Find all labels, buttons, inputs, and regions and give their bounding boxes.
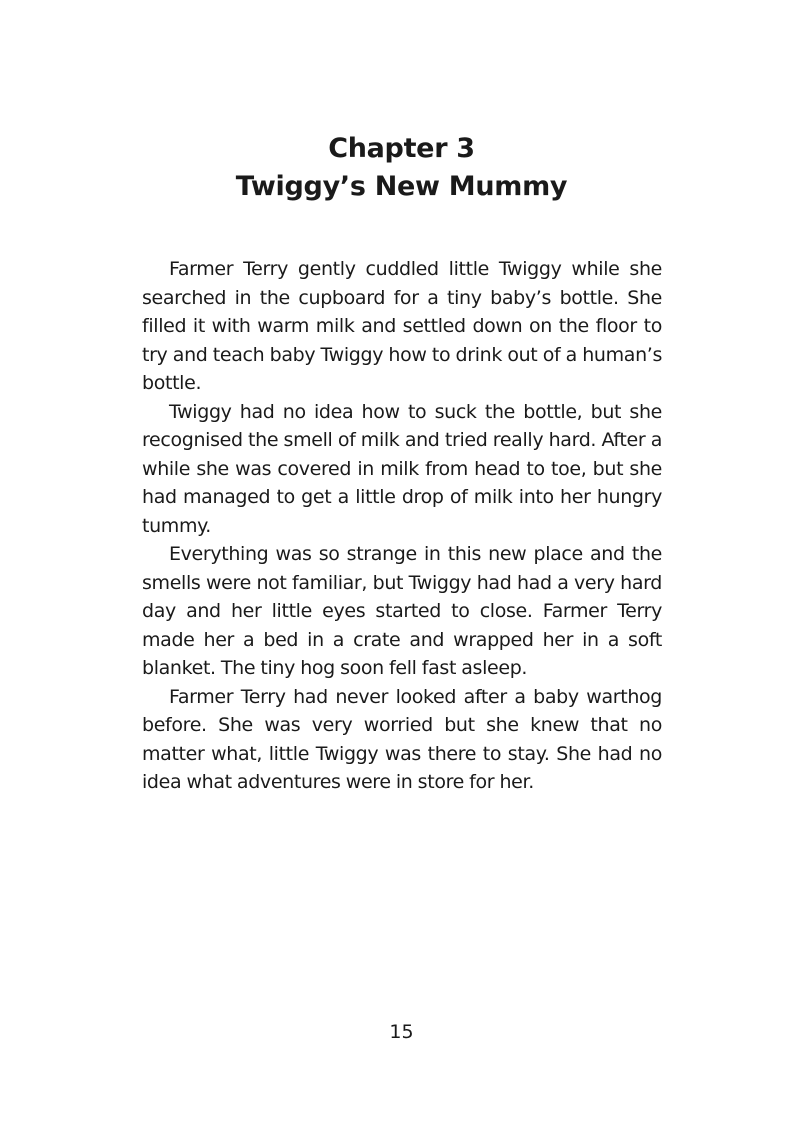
- chapter-body: [142, 255, 662, 797]
- chapter-title: Twiggy’s New Mummy: [235, 171, 568, 202]
- paragraph-1: Farmer Terry gently cuddled little Twiggy while she searched in the cupboard for a tiny baby’s bottle. She filled it with warm milk and settled down on the floor to try and teach baby Twiggy how to drink out of a human’s bottle.: [142, 258, 662, 394]
- chapter-number: Chapter 3: [328, 133, 475, 164]
- page-number: 15: [389, 1021, 414, 1043]
- paragraph-3: Everything was so strange in this new place and the smells were not familiar, but Twiggy had had a very hard day and her little eyes started to close. Farmer Terry made her a bed in a crate and wrapped her in a soft blanket. The tiny hog soon fell fast asleep.: [142, 543, 662, 679]
- chapter-heading: [0, 130, 803, 206]
- paragraph-4: Farmer Terry had never looked after a baby warthog before. She was very worried but she knew that no matter what, little Twiggy was there to stay. She had no idea what adventures were in store for her.: [142, 685, 662, 793]
- paragraph-2: Twiggy had no idea how to suck the bottle, but she recognised the smell of milk and tried really hard. After a while she was covered in milk from head to toe, but she had managed to get a little drop of milk into her hungry tummy.: [142, 400, 662, 537]
